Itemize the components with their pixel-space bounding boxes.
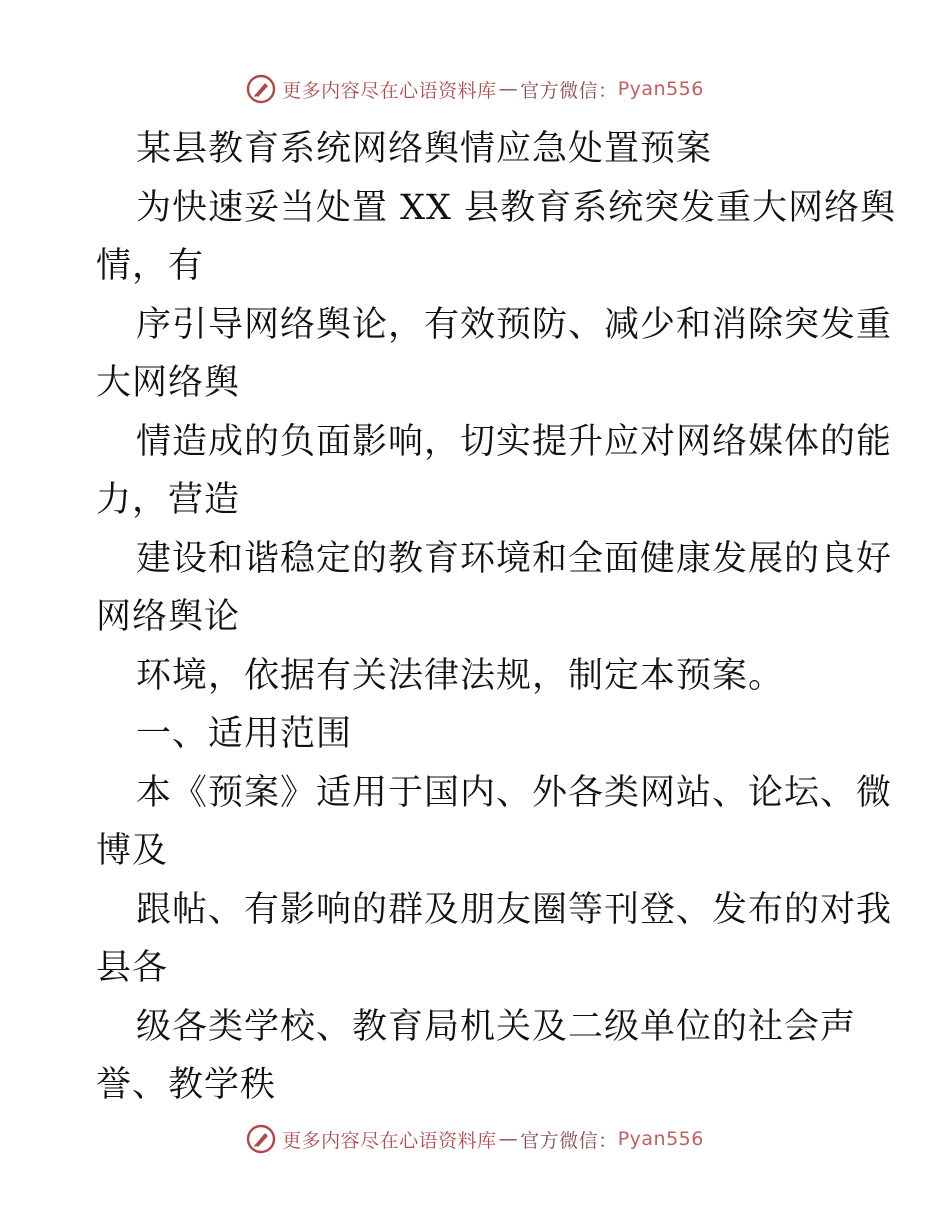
text-line: 序引导网络舆论，有效预防、减少和消除突发重 bbox=[136, 304, 893, 345]
text-line: 情，有 bbox=[96, 246, 205, 286]
document-body bbox=[96, 120, 897, 1115]
watermark-main-text: 更多内容尽在心语资料库 bbox=[282, 1129, 497, 1152]
text-line: 本《预案》适用于国内、外各类网站、论坛、微 bbox=[136, 772, 893, 813]
section-heading: 一、适用范围 bbox=[136, 714, 353, 754]
watermark-wechat-label: 官方微信： bbox=[520, 1129, 618, 1152]
footer-watermark bbox=[0, 1124, 950, 1154]
text-line: 建设和谐稳定的教育环境和全面健康发展的良好 bbox=[136, 538, 893, 579]
watermark-separator: — bbox=[498, 78, 519, 100]
header-watermark bbox=[0, 74, 950, 104]
text-line: 网络舆论 bbox=[96, 597, 241, 637]
watermark-main-text: 更多内容尽在心语资料库 bbox=[282, 79, 497, 102]
text-line: 县各 bbox=[96, 948, 169, 988]
text-line: 跟帖、有影响的群及朋友圈等刊登、发布的对我 bbox=[136, 889, 893, 930]
pen-logo-icon bbox=[246, 1124, 276, 1154]
watermark-wechat-id: Pyan556 bbox=[617, 78, 704, 100]
watermark-wechat-id: Pyan556 bbox=[617, 1128, 704, 1150]
text-line: 大网络舆 bbox=[96, 363, 241, 403]
text-line: 力，营造 bbox=[96, 480, 241, 520]
document-title: 某县教育系统网络舆情应急处置预案 bbox=[136, 129, 713, 169]
watermark-separator: — bbox=[498, 1128, 519, 1150]
text-line: 环境，依据有关法律法规，制定本预案。 bbox=[136, 655, 785, 696]
text-line: 博及 bbox=[96, 831, 169, 871]
pen-logo-icon bbox=[246, 74, 276, 104]
text-line: 情造成的负面影响，切实提升应对网络媒体的能 bbox=[136, 421, 893, 462]
watermark-wechat-label: 官方微信： bbox=[520, 79, 618, 102]
text-line: 级各类学校、教育局机关及二级单位的社会声 bbox=[136, 1006, 857, 1047]
text-line: 为快速妥当处置 XX 县教育系统突发重大网络舆 bbox=[136, 187, 897, 228]
text-line: 誉、教学秩 bbox=[96, 1065, 277, 1105]
